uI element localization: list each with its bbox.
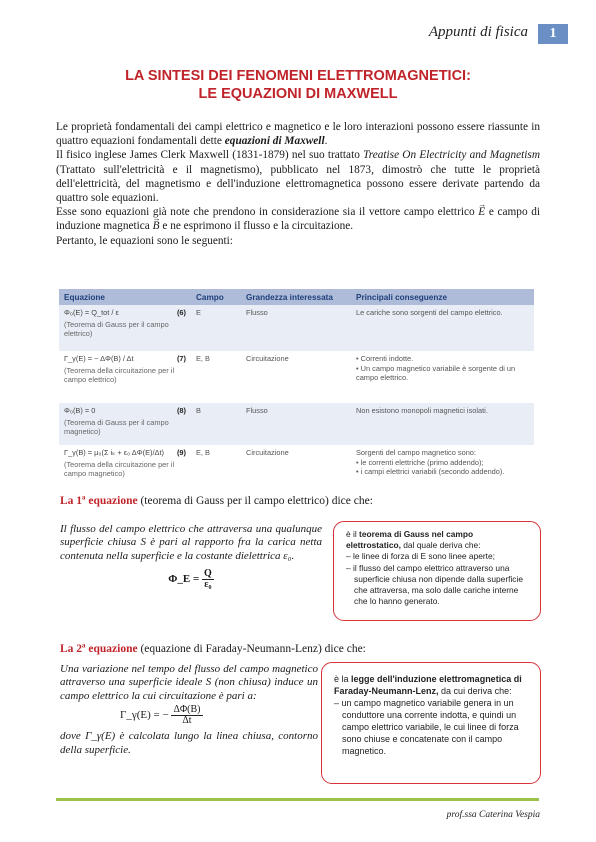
vector-e-symbol: → E	[478, 206, 485, 218]
equation-formula: Γ_γ(B) = μ₀(Σ iₖ + ε₀ ΔΦ(E)/Δt)	[64, 448, 164, 457]
running-header: Appunti di fisica	[428, 24, 528, 40]
consequences-cell: Non esistono monopoli magnetici isolati.	[351, 403, 534, 445]
equation-formula: Γ_γ(E) = − ΔΦ(B) / Δt	[64, 354, 134, 363]
field-cell: E	[191, 305, 241, 351]
equation-cell	[59, 351, 191, 403]
equation-note: (Teorema della circuitazione per il campo magnetico)	[64, 459, 175, 478]
equation-formula: Φ₀(E) = Q_tot / ε	[64, 308, 119, 317]
consequences-cell: Le cariche sono sorgenti del campo elettrico.	[351, 305, 534, 351]
equation-number: (8)	[176, 406, 186, 415]
field-cell: E, B	[191, 351, 241, 403]
eq1-formula: Φ_E = $\frac{Q}{\text{ε₀}}$	[168, 568, 212, 591]
table-row	[59, 305, 534, 351]
eq1-statement: Il flusso del campo elettrico che attraversa una qualunque superficie chiusa S è pari al rapporto fra la carica netta contenuta nella superficie e la costante dielettrica ε₀. Φ_E = $\frac{Q}{\text{ε₀}}$	[60, 523, 322, 591]
vector-b-symbol: → B	[153, 220, 160, 232]
table-row	[59, 351, 534, 403]
equation-note: (Teorema della circuitazione per il campo elettrico)	[64, 365, 175, 384]
intro-text	[56, 120, 540, 248]
equation-note: (Teorema di Gauss per il campo magnetico)	[64, 417, 169, 436]
equation-number: (7)	[176, 354, 186, 363]
consequences-cell: • Correnti indotte. • Un campo magnetico variabile è sorgente di un campo elettrico.	[351, 351, 534, 403]
intro-paragraph-3: Esse sono equazioni già note che prendono in considerazione sia il vettore campo elettrico → E e campo di induzione magnetica → B e ne esprimono il flusso e la circuitazione.	[56, 205, 540, 233]
list-item: – il flusso del campo elettrico attraverso una superficie chiusa non dipende dalla superficie che attraversa, ma solo dalle cariche interne che lo hanno generato.	[346, 562, 524, 607]
eq2-callout-list	[334, 697, 530, 757]
equation-number: (9)	[176, 448, 186, 457]
intro-paragraph-2: Il fisico inglese James Clerk Maxwell (1831-1879) nel suo trattato Treatise On Electricity and Magnetism (Trattato sull'elettricità e il magnetismo), pubblicato nel 1873, dimostrò che tutte le proprietà dell'elettricità, del magnetismo e dell'induzione elettromagnetica possono essere derivate partendo da quattro sole equazioni.	[56, 149, 540, 205]
eq1-callout: è il teorema di Gauss nel campo elettrostatico, dal quale deriva che: – le linee di forza di E sono linee aperte; – il flusso del campo elettrico attraverso una superficie chiusa non dipende dalla superficie che attraversa, ma solo dalle cariche interne che lo hanno generato.	[333, 521, 541, 621]
eq1-heading: La 1ª equazione (teorema di Gauss per il campo elettrico) dice che:	[60, 495, 373, 507]
table-header-consequences: Principali conseguenze	[351, 289, 534, 305]
eq2-formula: Γ_γ(E) = − $\frac{\Delta\Phi(B)}{\Delta t}$	[120, 704, 201, 727]
quantity-cell: Circuitazione	[241, 351, 351, 403]
table-header-quantity: Grandezza interessata	[241, 289, 351, 305]
table-header-field: Campo	[191, 289, 241, 305]
intro-paragraph-4: Pertanto, le equazioni sono le seguenti:	[56, 234, 233, 247]
equation-cell	[59, 305, 191, 351]
eq1-callout-list	[346, 551, 530, 607]
quantity-cell: Flusso	[241, 305, 351, 351]
equation-cell	[59, 403, 191, 445]
equation-number: (6)	[176, 308, 186, 317]
quantity-cell: Circuitazione	[241, 445, 351, 499]
equation-note: (Teorema di Gauss per il campo elettrico)	[64, 319, 169, 338]
title-line-1: LA SINTESI DEI FENOMENI ELETTROMAGNETICI:	[125, 68, 471, 84]
equation-formula: Φ₀(B) = 0	[64, 406, 96, 415]
table-row	[59, 403, 534, 445]
list-item: – un campo magnetico variabile genera in un conduttore una corrente indotta, e quindi un campo elettrico variabile, le cui linee di forza sono chiuse e concatenate con il campo magnetico.	[334, 698, 519, 756]
quantity-cell: Flusso	[241, 403, 351, 445]
maxwell-equations-table	[59, 289, 534, 499]
equation-cell	[59, 445, 191, 499]
table-header-row	[59, 289, 534, 305]
page-number: 1	[538, 24, 568, 44]
table-header-equation: Equazione	[59, 289, 191, 305]
eq2-callout: è la legge dell'induzione elettromagnetica di Faraday-Neumann-Lenz, da cui deriva che: – un campo magnetico variabile genera in un conduttore una corrente indotta, e quindi un campo elettrico variabile, le cui linee di forza sono chiuse e concatenate con il campo magnetico.	[321, 662, 541, 784]
footer-author: prof.ssa Caterina Vespia	[446, 810, 540, 820]
table-row	[59, 445, 534, 499]
intro-paragraph-1: Le proprietà fondamentali dei campi elettrico e magnetico e le loro interazioni possono essere riassunte in quattro equazioni fondamentali dette equazioni di Maxwell.	[56, 121, 540, 148]
title-line-2: LE EQUAZIONI DI MAXWELL	[198, 86, 398, 102]
consequences-cell: Sorgenti del campo magnetico sono: • le correnti elettriche (primo addendo); • i campi elettrici variabili (secondo addendo).	[351, 445, 534, 499]
field-cell: B	[191, 403, 241, 445]
page-title	[0, 67, 596, 103]
eq2-statement: Una variazione nel tempo del flusso del campo magnetico attraverso una superficie ideale S (non chiusa) induce un campo elettrico la cui circuitazione è pari a: Γ_γ(E) = − $\frac{\Delta\Phi(B)}{\Delta t}$ dove Γ_γ(E) è calcolata lungo la linea chiusa, contorno della superficie.	[60, 663, 318, 756]
list-item: – le linee di forza di E sono linee aperte;	[346, 551, 495, 562]
eq2-heading: La 2ª equazione (equazione di Faraday-Neumann-Lenz) dice che:	[60, 643, 366, 655]
field-cell: E, B	[191, 445, 241, 499]
footer-divider	[56, 798, 539, 801]
